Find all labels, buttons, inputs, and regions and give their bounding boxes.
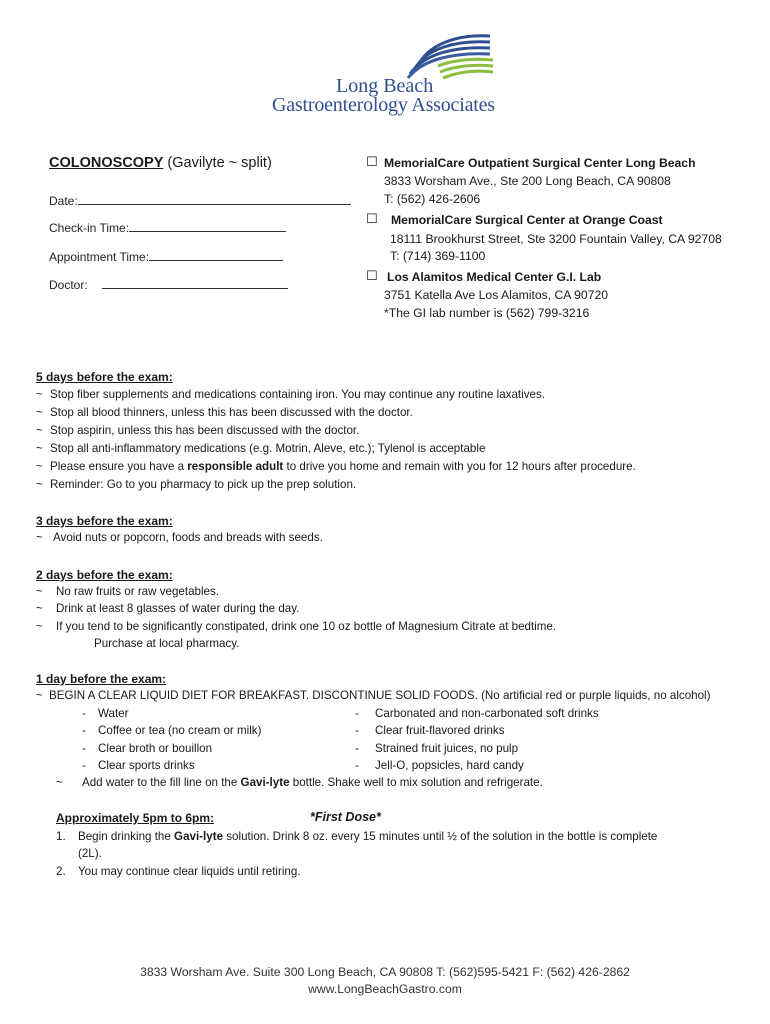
list-item: ~ Add water to the fill line on the Gavi-lyte bottle. Shake well to mix solution and refrigerate. [56, 776, 543, 789]
location-1-checkbox[interactable]: ☐ [366, 154, 378, 169]
clear-liquid-right-1: - Carbonated and non-carbonated soft drinks [355, 707, 599, 720]
list-item: ~ Stop all anti-inflammatory medications (e.g. Motrin, Aleve, etc.); Tylenol is acceptable [36, 442, 486, 455]
one-day-heading: 1 day before the exam: [36, 672, 167, 686]
first-dose-step-2: 2. You may continue clear liquids until retiring. [56, 865, 301, 878]
page-title [49, 154, 272, 172]
list-item: ~ If you tend to be significantly constipated, drink one 10 oz bottle of Magnesium Citrate at bedtime. [36, 620, 557, 633]
clear-liquid-right-2: - Clear fruit-flavored drinks [355, 724, 505, 737]
first-dose-label: *First Dose* [310, 810, 381, 824]
appointment-label: Appointment Time: [49, 250, 150, 264]
logo-line1: Long Beach [336, 75, 434, 97]
location-1-address: 3833 Worsham Ave., Ste 200 Long Beach, CA 90808 [384, 174, 671, 188]
clear-liquid-left-4: - Clear sports drinks [82, 759, 195, 772]
date-field[interactable] [49, 193, 351, 209]
appointment-line[interactable] [149, 249, 283, 261]
checkin-field[interactable] [49, 220, 286, 236]
location-3-name: Los Alamitos Medical Center G.I. Lab [387, 270, 602, 284]
appointment-field[interactable] [49, 249, 283, 265]
list-item-continued: Purchase at local pharmacy. [94, 637, 240, 650]
location-2-phone: T: (714) 369-1100 [390, 249, 486, 263]
doctor-line[interactable] [102, 277, 288, 289]
list-item: ~ Avoid nuts or popcorn, foods and breads with seeds. [36, 531, 323, 544]
clear-liquid-left-3: - Clear broth or bouillon [82, 742, 213, 755]
list-item: ~ Drink at least 8 glasses of water during the day. [36, 602, 300, 615]
three-days-heading: 3 days before the exam: [36, 514, 173, 528]
location-1-phone: T: (562) 426-2606 [384, 192, 481, 206]
location-3-address: 3751 Katella Ave Los Alamitos, CA 90720 [384, 288, 609, 302]
doctor-field[interactable] [49, 277, 288, 293]
two-days-heading: 2 days before the exam: [36, 568, 173, 582]
list-item: ~ Please ensure you have a responsible adult to drive you home and remain with you for 12 hours after procedure. [36, 460, 636, 473]
clear-liquid-right-3: - Strained fruit juices, no pulp [355, 742, 519, 755]
clear-liquid-right-4: - Jell-O, popsicles, hard candy [355, 759, 524, 772]
list-item: ~ No raw fruits or raw vegetables. [36, 585, 220, 598]
location-3-checkbox[interactable]: ☐ [366, 268, 378, 283]
title-sub: (Gavilyte ~ split) [163, 155, 272, 171]
clear-liquid-left-1: - Water [82, 707, 129, 720]
location-2-name: MemorialCare Surgical Center at Orange Coast [391, 213, 663, 227]
footer-address: 3833 Worsham Ave. Suite 300 Long Beach, CA 90808 T: (562)595-5421 F: (562) 426-2862 [140, 965, 630, 979]
checkin-label: Check-in Time: [49, 221, 130, 235]
doctor-label: Doctor: [49, 278, 88, 292]
title-main: COLONOSCOPY [49, 155, 164, 171]
footer-website[interactable]: www.LongBeachGastro.com [308, 982, 462, 996]
first-dose-step-1: 1. Begin drinking the Gavi-lyte solution. Drink 8 oz. every 15 minutes until ½ of the solution in the bottle is complete [56, 830, 658, 843]
five-days-heading: 5 days before the exam: [36, 370, 173, 384]
first-dose-time: Approximately 5pm to 6pm: [56, 811, 215, 825]
list-item: ~ Stop fiber supplements and medications containing iron. You may continue any routine laxatives. [36, 388, 545, 401]
list-item: ~ BEGIN A CLEAR LIQUID DIET FOR BREAKFAST. DISCONTINUE SOLID FOODS. (No artificial red or purple liquids, no alcohol) [36, 689, 711, 702]
logo-line2: Gastroenterology Associates [272, 94, 495, 116]
list-item: ~ Reminder: Go to you pharmacy to pick up the prep solution. [36, 478, 357, 491]
location-2-address: 18111 Brookhurst Street, Ste 3200 Fountain Valley, CA 92708 [390, 232, 722, 246]
checkin-line[interactable] [129, 220, 286, 232]
first-dose-step-1-continued: (2L). [78, 847, 102, 860]
clear-liquid-left-2: - Coffee or tea (no cream or milk) [82, 724, 262, 737]
location-1-name: MemorialCare Outpatient Surgical Center Long Beach [384, 156, 696, 170]
location-3-phone: *The GI lab number is (562) 799-3216 [384, 306, 590, 320]
location-2-checkbox[interactable]: ☐ [366, 211, 378, 226]
list-item: ~ Stop all blood thinners, unless this has been discussed with the doctor. [36, 406, 413, 419]
list-item: ~ Stop aspirin, unless this has been discussed with the doctor. [36, 424, 360, 437]
date-label: Date: [49, 194, 78, 208]
date-line[interactable] [78, 193, 351, 205]
